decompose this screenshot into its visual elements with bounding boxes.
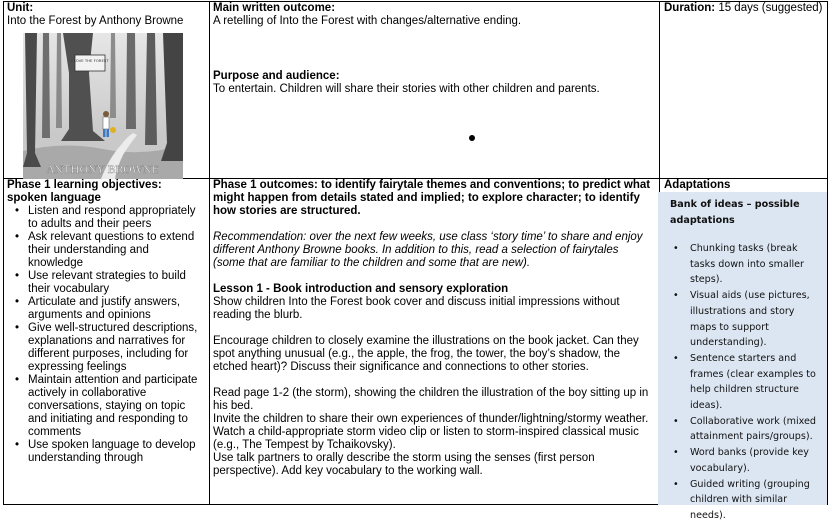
bank-title: Bank of ideas – possible adaptations — [670, 199, 800, 226]
cover-author-text: ANTHONY BROWNE — [46, 164, 160, 176]
objective-item: • Use relevant strategies to build their vocabulary — [28, 270, 205, 296]
outcome-text: A retelling of Into the Forest with changes/alternative ending. — [213, 15, 522, 27]
purpose-heading: Purpose and audience: — [213, 70, 340, 82]
objective-item: • Give well-structured descriptions, explanations and narratives for different purposes, including for expressing feelings — [28, 322, 205, 374]
outcome-cell — [213, 2, 653, 177]
unit-cell — [7, 2, 205, 177]
phase1-outcomes-cell — [213, 179, 653, 505]
adaptation-item: • Visual aids (use pictures, illustrations and story maps to support understanding). — [690, 288, 821, 351]
unit-heading: Unit: — [7, 2, 34, 14]
objective-item: • Articulate and justify answers, arguments and opinions — [28, 296, 205, 322]
adaptation-item: • Chunking tasks (break tasks down into smaller steps). — [690, 241, 821, 288]
outcome-heading: Main written outcome: — [213, 2, 336, 14]
objective-item: • Maintain attention and participate actively in collaborative conversations, staying on topic and initiating and responding to comments — [28, 374, 205, 439]
lesson-intro: Show children Into the Forest book cover and discuss initial impressions without reading the blurb. — [213, 296, 620, 321]
duration-value: 15 days (suggested) — [718, 2, 823, 14]
duration-cell — [664, 2, 828, 177]
phase1-heading: Phase 1 learning objectives: spoken language — [7, 179, 162, 204]
lesson-paragraph-3: Invite the children to share their own experiences of thunder/lightning/stormy weather. — [213, 413, 649, 425]
objective-item: • Ask relevant questions to extend their understanding and knowledge — [28, 231, 205, 270]
objective-item: • Listen and respond appropriately to adults and their peers — [28, 205, 205, 231]
lesson-paragraph-1: Encourage children to closely examine the illustrations on the book jacket. Can they spot anything unusual (e.g., the apple, the frog, the tower, the boy’s shadow, the etched heart)? Discuss their significance and connections to other stories. — [213, 335, 639, 373]
adaptation-item: • Guided writing (grouping children with similar needs). — [690, 477, 821, 524]
objective-item: • Use spoken language to develop understanding through — [28, 439, 205, 465]
cover-sign-text: I LOVE THE FOREST — [71, 58, 109, 63]
adaptations-heading: Adaptations — [664, 179, 731, 191]
lesson-heading: Lesson 1 - Book introduction and sensory exploration — [213, 283, 509, 295]
lesson-paragraph-4: Watch a child-appropriate storm video clip or listen to storm-inspired classical music (e.g., The Tempest by Tchaikovsky). — [213, 426, 639, 451]
adaptations-heading-cell — [664, 179, 828, 193]
outcomes-heading: Phase 1 outcomes: to identify fairytale themes and conventions; to predict what might happen from details stated and implied; to explore character; to identify how stories are structured. — [213, 179, 651, 217]
adaptations-list — [670, 241, 821, 524]
bullet-dot — [469, 135, 475, 141]
objectives-list — [7, 205, 205, 465]
duration-label: Duration: — [664, 2, 716, 14]
phase1-objectives-cell — [7, 179, 205, 505]
adaptation-item: • Collaborative work (mixed attainment pairs/groups). — [690, 414, 821, 445]
adaptations-box — [658, 192, 827, 521]
book-cover-image — [23, 33, 183, 179]
column-divider-1 — [209, 2, 210, 504]
adaptation-item: • Sentence starters and frames (clear examples to help children structure ideas). — [690, 351, 821, 414]
unit-title: Into the Forest by Anthony Browne — [7, 15, 184, 27]
lesson-paragraph-5: Use talk partners to orally describe the storm using the senses (first person perspective). Add key vocabulary to the working wall. — [213, 452, 595, 477]
purpose-text: To entertain. Children will share their stories with other children and parents. — [213, 83, 600, 95]
recommendation-text: Recommendation: over the next few weeks, use class ‘story time’ to share and enjoy different Anthony Browne books. In addition to this, read a selection of fairytales (some that are familiar to the children and some that are new). — [213, 231, 643, 269]
adaptation-item: • Word banks (provide key vocabulary). — [690, 445, 821, 476]
lesson-paragraph-2: Read page 1-2 (the storm), showing the children the illustration of the boy sitting up in his bed. — [213, 387, 649, 412]
